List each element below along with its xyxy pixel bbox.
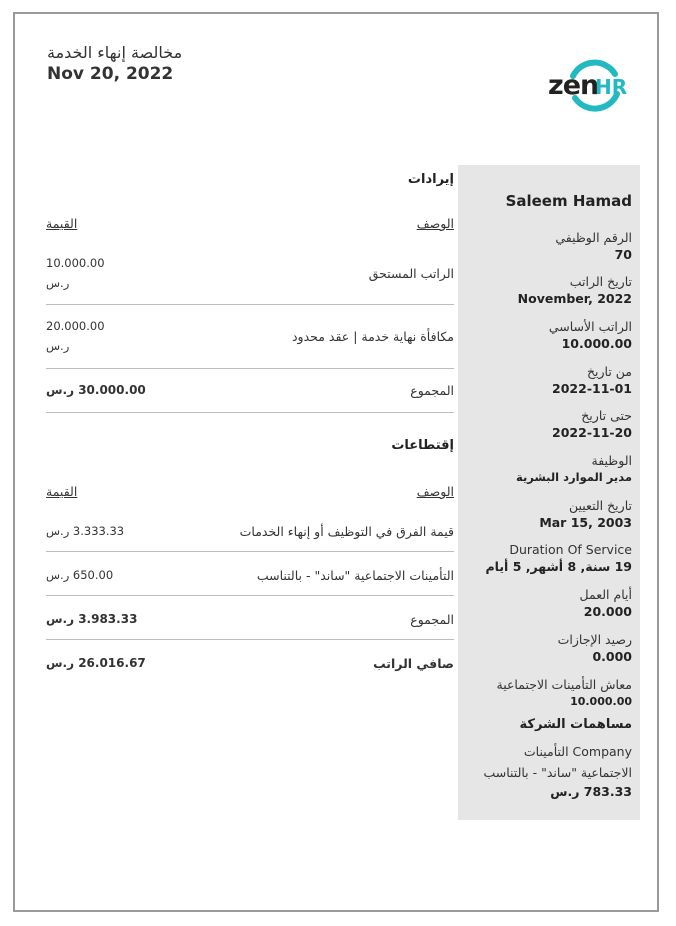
total-amount: 3.983.33 ر.س [46,612,138,626]
field-label: Duration Of Service [509,542,632,557]
field-value: 2022-11-20 [552,425,632,440]
table-row [46,552,454,596]
row-amount: 650.00 ر.س [46,568,114,582]
table-row [46,508,454,552]
logo-zen-text: zen [548,70,599,101]
document-title: مخالصة إنهاء الخدمة [47,43,183,62]
field-employee-id [462,229,632,263]
field-label: معاش التأمينات الاجتماعية [496,677,632,692]
deductions-total-row [46,596,454,640]
field-value: 20.000 [583,604,632,619]
field-value: 2022-11-01 [552,381,632,396]
field-social-insurance-salary [462,676,632,710]
field-basic-salary [462,318,632,352]
field-leave-balance [462,631,632,665]
field-value: مدير الموارد البشرية [516,470,632,484]
field-value: 70 [614,247,632,262]
table-row [46,244,454,305]
field-label: تاريخ الراتب [569,274,632,289]
field-label: الرقم الوظيفي [555,230,632,245]
row-currency: ر.س [46,276,70,290]
zenhr-logo [548,56,628,114]
field-to-date [462,407,632,441]
contribution-amount: 783.33 ر.س [550,784,632,799]
employee-name: Saleem Hamad [505,192,632,210]
field-hire-date [462,497,632,531]
field-label: الراتب الأساسي [548,319,632,334]
deductions-title: إقتطاعات [391,438,454,453]
field-label: رصيد الإجازات [557,632,632,647]
total-label: المجموع [410,612,454,627]
field-from-date [462,363,632,397]
field-value: November, 2022 [517,291,632,306]
logo-hr-text: HR [595,75,628,99]
field-label: حتى تاريخ [581,408,632,423]
company-contributions-title: مساهمات الشركة [519,717,632,732]
field-working-days [462,586,632,620]
field-value: 0.000 [592,649,632,664]
row-description: قيمة الفرق في التوظيف أو إنهاء الخدمات [239,524,454,539]
row-amount: 3.333.33 ر.س [46,524,125,538]
contribution-label-line1: Company التأمينات [523,744,632,759]
total-amount: 30.000.00 ر.س [46,383,146,397]
field-value: 10.000.00 [570,695,632,708]
row-description: مكافأة نهاية خدمة | عقد محدود [291,329,454,344]
field-label: الوظيفة [591,453,632,468]
net-salary-row [46,640,454,684]
row-amount: 20.000.00 [46,319,105,333]
field-value: Mar 15, 2003 [539,515,632,530]
deductions-col-amount: القيمة [46,484,78,499]
field-salary-date [462,273,632,307]
earnings-title: إيرادات [407,172,454,187]
field-value: 10.000.00 [561,336,632,351]
field-label: تاريخ التعيين [569,498,632,513]
deductions-col-description: الوصف [416,484,454,499]
field-label: من تاريخ [586,364,632,379]
field-duration-of-service [462,541,632,575]
document-date: Nov 20, 2022 [47,64,174,84]
row-currency: ر.س [46,339,70,353]
contribution-label-line2: الاجتماعية "ساند" - بالتناسب [483,765,632,780]
company-contribution-item [462,741,632,800]
row-description: الراتب المستحق [368,266,454,281]
field-label: أيام العمل [579,587,632,602]
row-amount: 10.000.00 [46,256,105,270]
earnings-col-description: الوصف [416,216,454,231]
field-job-title [462,452,632,486]
employee-sidebar [458,165,640,820]
net-salary-amount: 26.016.67 ر.س [46,656,146,670]
earnings-col-amount: القيمة [46,216,78,231]
earnings-total-row [46,369,454,413]
total-label: المجموع [410,383,454,398]
table-row [46,305,454,369]
field-value: 19 سنة, 8 أشهر, 5 أيام [485,559,632,574]
row-description: التأمينات الاجتماعية "ساند" - بالتناسب [256,568,454,583]
net-salary-label: صافي الراتب [373,656,454,671]
